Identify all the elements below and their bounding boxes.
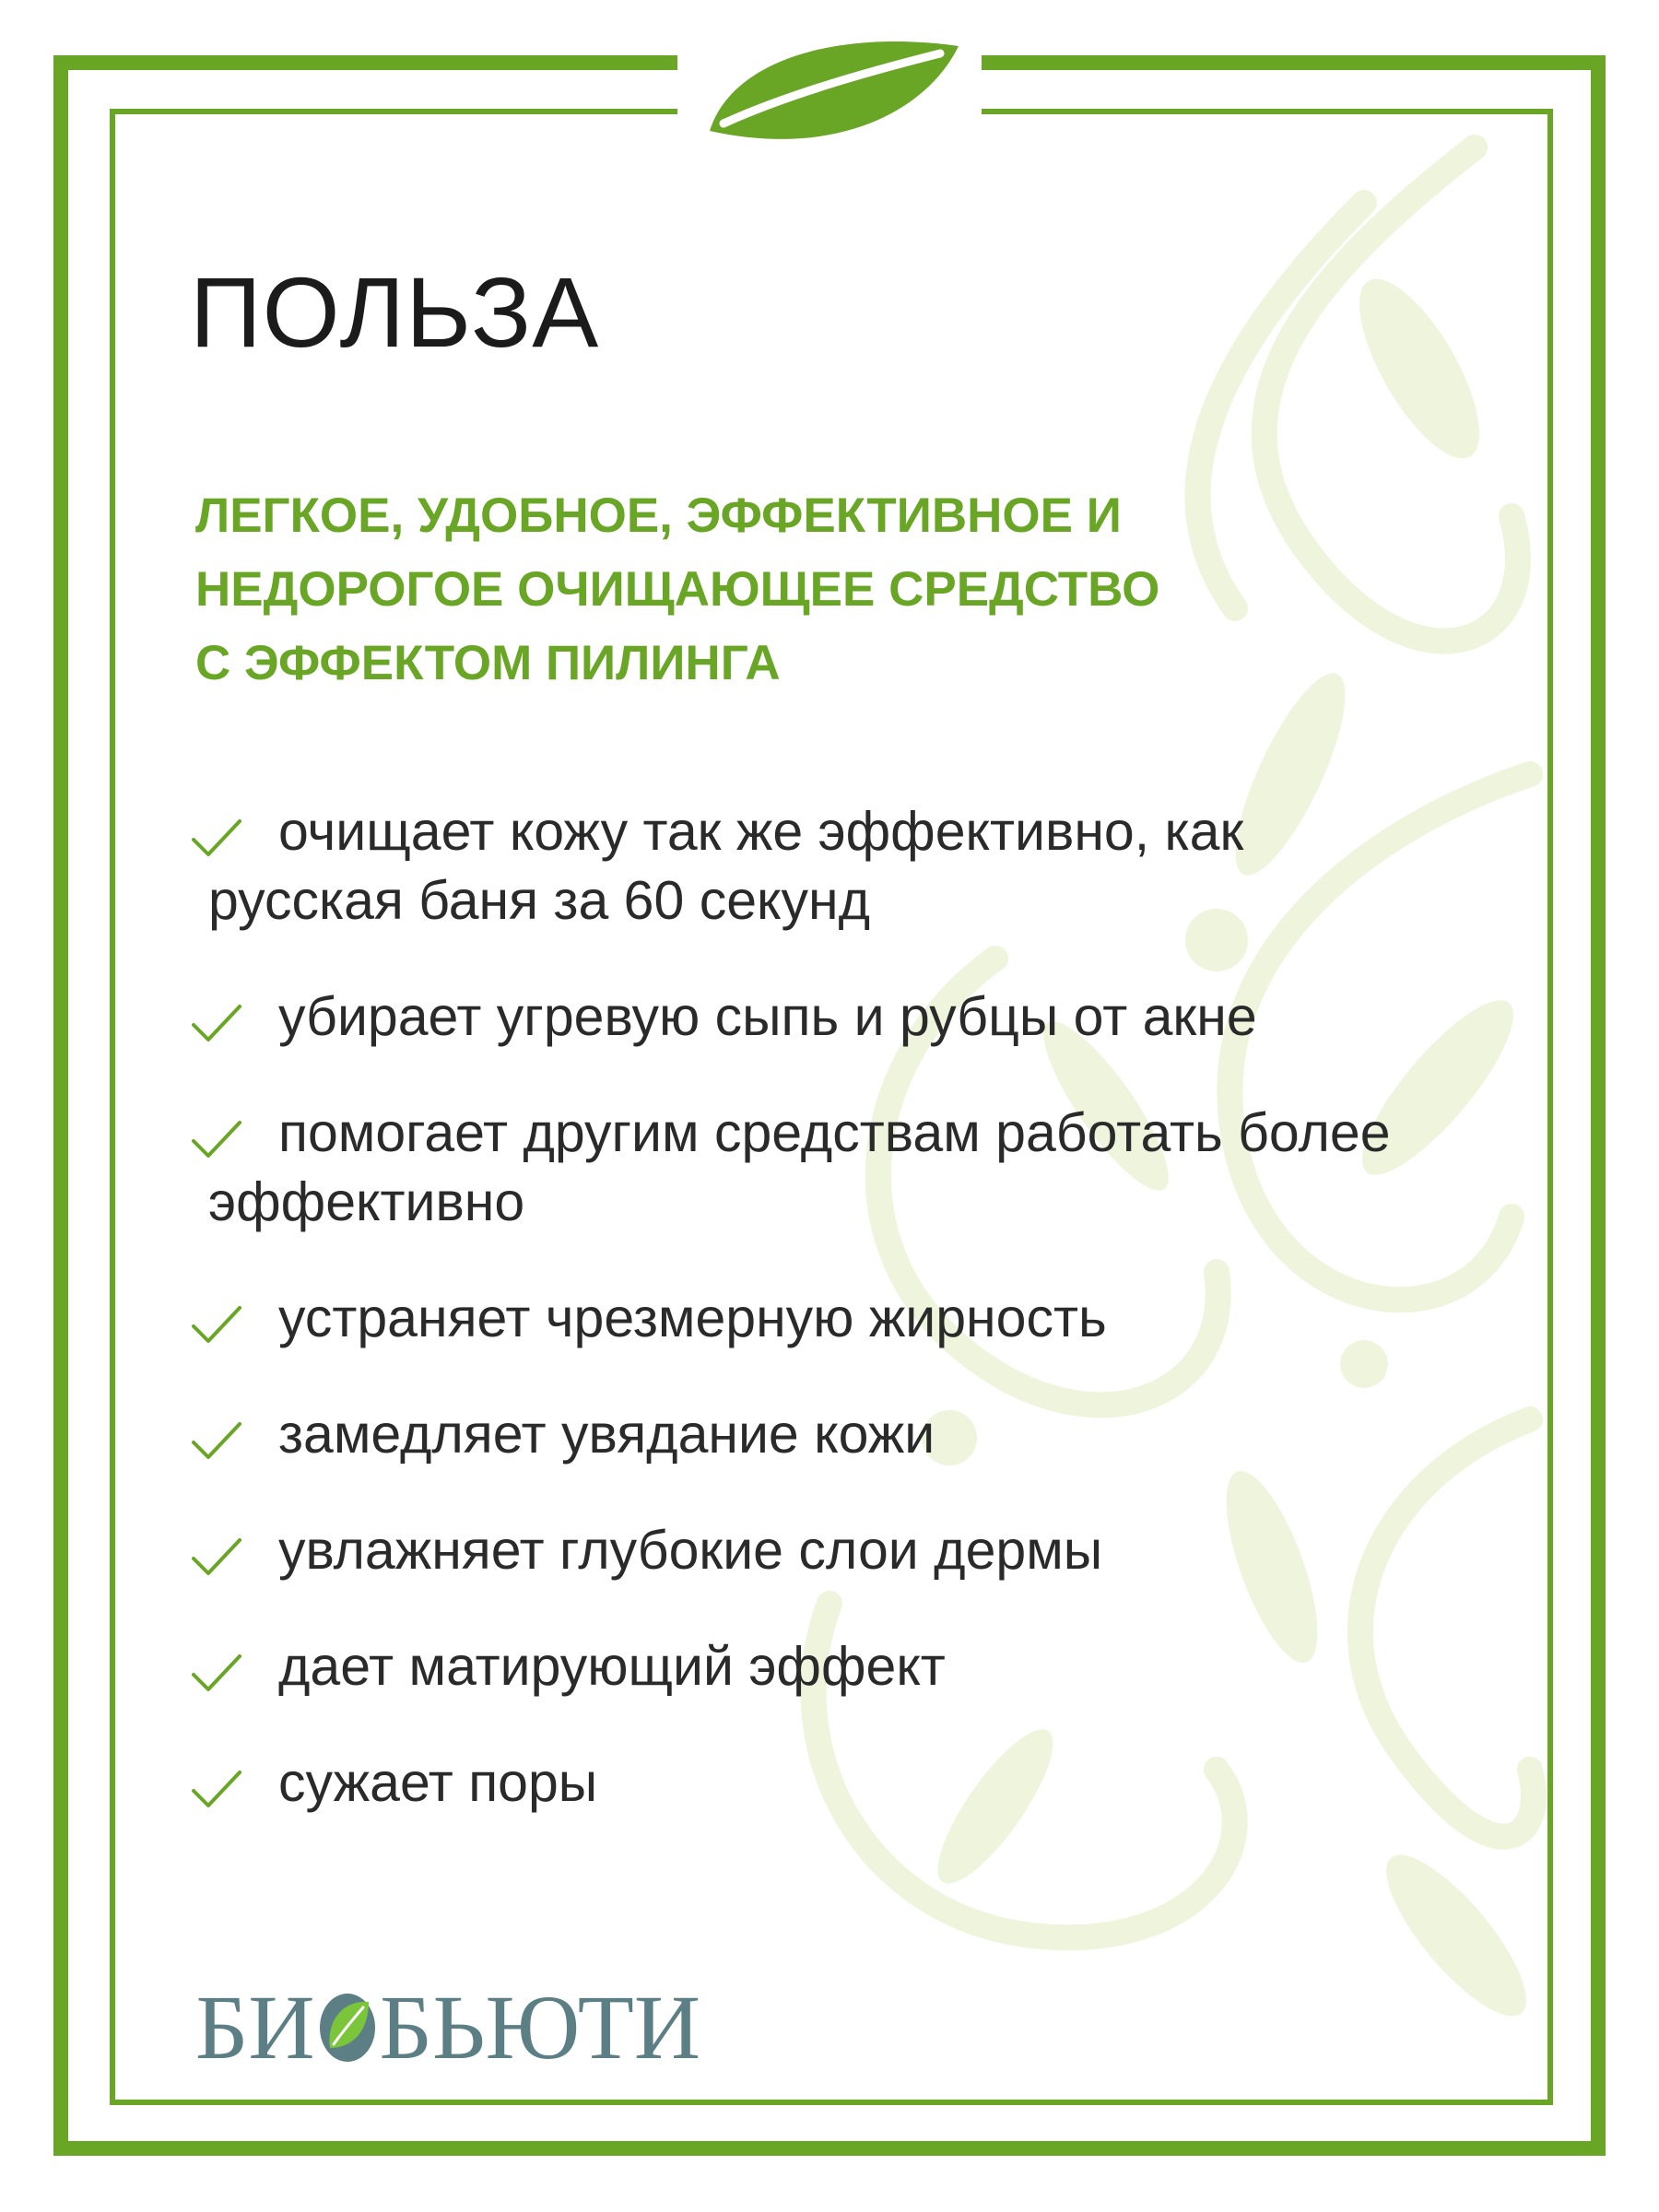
benefit-text: очищает кожу так же эффективно, как русская баня за 60 секунд — [208, 801, 1244, 931]
benefit-item — [190, 1748, 1443, 1818]
subtitle-line: НЕДОРОГОЕ ОЧИЩАЮЩЕЕ СРЕДСТВО — [195, 562, 1160, 617]
benefit-text: убирает угревую сыпь и рубцы от акне — [278, 986, 1257, 1047]
benefit-text: увлажняет глубокие слои дермы — [278, 1520, 1103, 1581]
checkmark-icon — [190, 1536, 243, 1577]
checkmark-icon — [190, 1003, 243, 1043]
benefit-text: помогает другим средствам работать более эффективно — [208, 1102, 1391, 1232]
benefit-text: дает матирующий эффект — [278, 1636, 946, 1697]
benefit-text: сужает поры — [278, 1752, 598, 1813]
brand-logo — [195, 1976, 748, 2078]
benefit-item — [190, 797, 1443, 935]
benefit-item — [190, 1099, 1443, 1237]
benefit-item — [190, 982, 1443, 1052]
checkmark-icon — [190, 1119, 243, 1159]
benefit-item — [190, 1400, 1443, 1469]
benefit-item — [190, 1632, 1443, 1701]
checkmark-icon — [190, 1653, 243, 1693]
logo-text-end: БЬЮТИ — [379, 1976, 701, 2078]
checkmark-icon — [190, 818, 243, 858]
subtitle-line: ЛЕГКОЕ, УДОБНОЕ, ЭФФЕКТИВНОЕ И — [195, 488, 1122, 543]
benefit-text: замедляет увядание кожи — [278, 1404, 935, 1465]
logo-text-start: БИ — [195, 1976, 315, 2078]
subtitle-line: С ЭФФЕКТОМ ПИЛИНГА — [195, 636, 781, 690]
benefit-text: устраняет чрезмерную жирность — [278, 1288, 1107, 1348]
checkmark-icon — [190, 1304, 243, 1345]
leaf-icon — [317, 1991, 378, 2065]
benefit-item — [190, 1516, 1443, 1585]
page-title: ПОЛЬЗА — [190, 256, 600, 368]
checkmark-icon — [190, 1769, 243, 1809]
benefit-item — [190, 1284, 1443, 1353]
benefits-list — [190, 797, 1443, 1818]
leaf-icon — [696, 20, 972, 159]
subtitle — [195, 479, 1394, 700]
checkmark-icon — [190, 1420, 243, 1461]
